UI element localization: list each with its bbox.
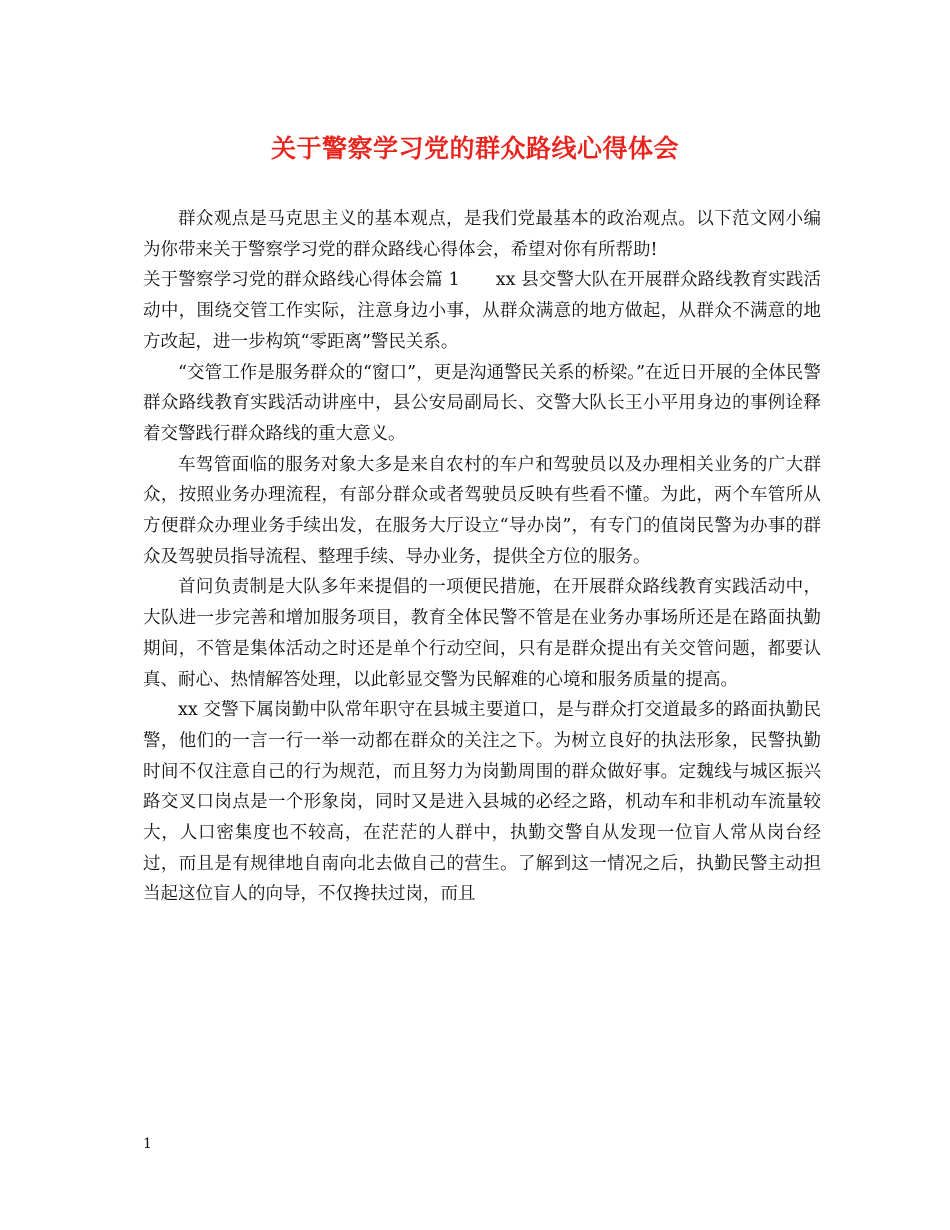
page-number: 1 [143,1136,152,1152]
paragraph-section-1 [143,265,821,357]
paragraph-window: “交管工作是服务群众的“窗口”，更是沟通警民关系的桥梁。”在近日开展的全体民警群众路线教育实践活动讲座中，县公安局副局长、交警大队长王小平用身边的事例诠释着交警践行群众路线的重大意义。 [143,362,821,444]
document-title: 关于警察学习党的群众路线心得体会 [270,134,679,163]
paragraph-first-inquiry: 首问负责制是大队多年来提倡的一项便民措施，在开展群众路线教育实践活动中，大队进一步完善和增加服务项目，教育全体民警不管是在业务办事场所还是在路面执勤期间，不管是集体活动之时还是单个行动空间，只有是群众提出有关交管问题，都要认真、耐心、热情解答处理，以此彰显交警为民解难的心境和服务质量的提高。 [143,577,821,690]
document-body [143,204,821,910]
paragraph-vehicle-management: 车驾管面临的服务对象大多是来自农村的车户和驾驶员以及办理相关业务的广大群众，按照业务办理流程，有部分群众或者驾驶员反映有些看不懂。为此，两个车管所从方便群众办理业务手续出发，在服务大厅设立“导办岗”，有专门的值岗民警为办事的群众及驾驶员指导流程、整理手续、导办业务，提供全方位的服务。 [143,454,821,567]
paragraph-patrol-squad: xx 交警下属岗勤中队常年职守在县城主要道口，是与群众打交道最多的路面执勤民警，他们的一言一行一举一动都在群众的关注之下。为树立良好的执法形象，民警执勤时间不仅注意自己的行为规范，而且努力为岗勤周围的群众做好事。定魏线与城区振兴路交叉口岗点是一个形象岗，同时又是进入县城的必经之路，机动车和非机动车流量较大，人口密集度也不较高，在茫茫的人群中，执勤交警自从发现一位盲人常从岗台经过，而且是有规律地自南向北去做自己的营生。了解到这一情况之后，执勤民警主动担当起这位盲人的向导，不仅搀扶过岗，而且 [143,700,821,905]
section-heading: 关于警察学习党的群众路线心得体会篇 1 [143,270,460,291]
section-1-text: xx 县交警大队在开展群众路线教育实践活动中，围绕交管工作实际，注意身边小事，从群众满意的地方做起，从群众不满意的地方改起，进一步构筑“零距离”警民关系。 [143,270,821,352]
paragraph-intro: 群众观点是马克思主义的基本观点，是我们党最基本的政治观点。以下范文网小编为你带来关于警察学习党的群众路线心得体会，希望对你有所帮助! [143,209,821,260]
